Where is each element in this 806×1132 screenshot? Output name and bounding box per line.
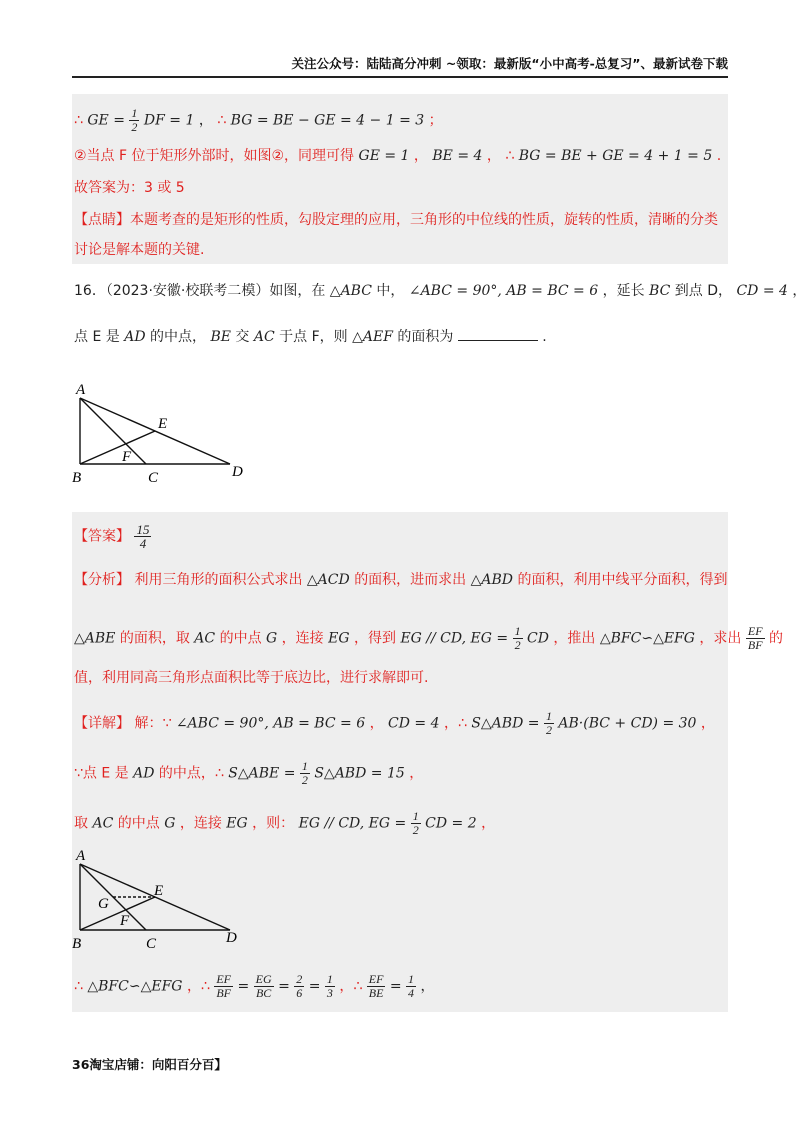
frac-num: 1 xyxy=(301,759,308,773)
analysis-line-3: 值，利用同高三角形点面积比等于底边比，进行求解即可. xyxy=(74,670,429,686)
bg-equation: BG = BE + GE = 4 + 1 = 5 xyxy=(518,148,713,164)
point-label-f: F xyxy=(120,913,130,929)
cd-value: CD = 4 xyxy=(388,715,440,732)
fraction-half xyxy=(300,760,310,787)
analysis-text: ，连接 xyxy=(281,630,324,647)
fraction-ef-be xyxy=(367,973,386,1000)
text-cross: 交 xyxy=(235,329,250,345)
area-abd: S△ABD = xyxy=(471,715,540,732)
segment-be: BE xyxy=(210,329,231,345)
fraction-ef-bf xyxy=(214,973,233,1000)
final-ratio-line xyxy=(74,973,435,1007)
detail-text: 的中点，∴ xyxy=(158,765,224,782)
comment-line-2: 讨论是解本题的关键. xyxy=(74,242,205,258)
answer-row xyxy=(74,523,151,557)
problem-16-line-2 xyxy=(74,326,547,347)
sep: . xyxy=(542,329,547,345)
segment-eg: EG xyxy=(328,630,350,647)
area-abe-value: S△ABD = 15 xyxy=(314,765,405,782)
triangle-acd: △ACD xyxy=(306,572,350,588)
therefore-symbol: ∴ xyxy=(74,978,83,995)
frac-num: 2 xyxy=(296,972,303,986)
point-label-a: A xyxy=(76,382,86,398)
fraction-half xyxy=(411,810,421,837)
detail-text: 解：∵ xyxy=(134,715,172,732)
frac-num: 1 xyxy=(326,972,333,986)
ge-lhs: GE = xyxy=(87,112,125,129)
sep: ，∴ xyxy=(186,978,210,995)
ge-value: GE = 1 xyxy=(358,148,410,164)
detail-line-3 xyxy=(74,810,495,837)
text-in: 中， xyxy=(376,283,405,299)
analysis-text: 的中点 xyxy=(219,630,262,647)
sep: ， xyxy=(700,715,715,732)
point-label-b: B xyxy=(72,470,82,486)
header-text: 关注公众号：陆陆高分冲刺 ~领取：最新版“小中高考-总复习”、最新试卷下载 xyxy=(291,56,728,71)
frac-num: 1 xyxy=(514,624,521,638)
therefore-symbol: ∴ xyxy=(74,112,83,129)
sep: ， xyxy=(409,765,424,782)
point-label-c: C xyxy=(146,936,157,952)
frac-den: 2 xyxy=(412,823,419,837)
segment-ac: AC xyxy=(92,815,114,832)
analysis-label: 【分析】 xyxy=(74,572,130,588)
comment-line-1: 【点睛】本题考查的是矩形的性质，勾股定理的应用，三角形的中位线的性质，旋转的性质，清晰的分类 xyxy=(74,212,718,228)
equals: = xyxy=(308,978,321,995)
analysis-line-1 xyxy=(74,570,727,590)
geometry-figure-2 xyxy=(66,846,256,951)
segment-ad: AD xyxy=(133,765,155,782)
point-label-d: D xyxy=(226,930,237,946)
detail-line-1 xyxy=(74,710,715,737)
frac-den: BF xyxy=(747,638,763,652)
frac-num: 1 xyxy=(408,972,415,986)
segment-ac: AC xyxy=(194,630,216,647)
detail-text: 的中点 xyxy=(117,815,160,832)
similar-triangles: △BFC∽△EFG xyxy=(599,630,695,647)
equals: = xyxy=(237,978,250,995)
fraction-ef-bf xyxy=(746,625,765,652)
answer-blank xyxy=(458,326,538,341)
sep: ， xyxy=(198,112,213,129)
sep: . xyxy=(716,148,722,164)
triangle-abc: △ABC xyxy=(329,283,372,299)
line-ge-bg xyxy=(74,107,443,134)
cd-value: CD = 4 xyxy=(736,283,788,299)
frac-den: 2 xyxy=(514,638,521,652)
sep: ， xyxy=(369,715,384,732)
answer-label: 【答案】 xyxy=(74,528,130,545)
point-label-a: A xyxy=(76,848,86,864)
sep: ，∴ xyxy=(443,715,467,732)
fraction-half xyxy=(129,107,139,134)
point-label-c: C xyxy=(148,470,159,486)
given-condition: ∠ABC = 90°, AB = BC = 6 xyxy=(408,283,599,299)
frac-den: BE xyxy=(368,986,384,1000)
detail-label: 【详解】 xyxy=(74,715,130,732)
analysis-text: 的面积，利用中线平分面积，得到 xyxy=(517,572,728,588)
frac-num: 1 xyxy=(131,106,138,120)
frac-den: 2 xyxy=(131,120,138,134)
frac-num: 1 xyxy=(412,809,419,823)
sep: ，∴ xyxy=(339,978,363,995)
page-footer: 36淘宝店铺：向阳百分百】 xyxy=(72,1057,227,1072)
analysis-text: ，推出 xyxy=(553,630,596,647)
frac-num: 15 xyxy=(136,522,150,537)
sep: ， xyxy=(486,148,501,164)
triangle-aef: △AEF xyxy=(352,329,393,345)
frac-num: EF xyxy=(216,972,231,986)
point-label-e: E xyxy=(158,416,168,432)
geometry-figure-1 xyxy=(66,380,256,485)
triangle-abe: △ABE xyxy=(74,630,116,647)
frac-den: BF xyxy=(216,986,231,1000)
sep: ， xyxy=(792,283,806,299)
fraction-1-4 xyxy=(406,973,416,1000)
point-g: G xyxy=(266,630,278,647)
text-to-d: 到点 D， xyxy=(674,283,732,299)
frac-den: 6 xyxy=(296,986,303,1000)
point-label-f: F xyxy=(122,449,132,465)
detail-line-2 xyxy=(74,760,423,787)
be-value: BE = 4 xyxy=(432,148,483,164)
equals: = xyxy=(389,978,402,995)
eg-value: CD = 2 xyxy=(425,815,477,832)
point-label-g: G xyxy=(98,896,109,912)
problem-16-line-1 xyxy=(74,281,806,301)
point-label-b: B xyxy=(72,936,82,952)
therefore-symbol: ∴ xyxy=(505,148,515,164)
analysis-text: ，求出 xyxy=(699,630,742,647)
segment-eg: EG xyxy=(226,815,248,832)
sep: ， xyxy=(420,978,435,995)
frac-den: 2 xyxy=(301,773,308,787)
segment-cd: CD xyxy=(527,630,549,647)
frac-den: 2 xyxy=(545,723,552,737)
sep: ， xyxy=(413,148,428,164)
detail-text: ∵点 E 是 xyxy=(74,765,129,782)
answer-line: 故答案为：3 或 5 xyxy=(74,180,185,196)
triangle-abd: △ABD xyxy=(470,572,514,588)
segment-ad: AD xyxy=(124,329,146,345)
point-g: G xyxy=(164,815,176,832)
fraction-1-3 xyxy=(325,973,335,1000)
page-header xyxy=(72,52,728,78)
analysis-text: 的 xyxy=(769,630,783,647)
problem-number: 16．（2023·安徽·校联考二模）如图，在 xyxy=(74,283,326,299)
detail-text: 取 xyxy=(74,815,88,832)
answer-fraction xyxy=(134,523,151,550)
analysis-text: 的面积，进而求出 xyxy=(354,572,467,588)
analysis-text: 利用三角形的面积公式求出 xyxy=(134,572,303,588)
frac-num: EF xyxy=(747,624,763,638)
fraction-half xyxy=(513,625,523,652)
area-abe: S△ABE = xyxy=(228,765,296,782)
detail-text: ，则： xyxy=(252,815,295,832)
text-at-f: 于点 F，则 xyxy=(279,329,348,345)
analysis-text: 的面积，取 xyxy=(119,630,190,647)
point-label-d: D xyxy=(232,464,243,480)
analysis-line-2 xyxy=(74,625,783,652)
frac-den: 3 xyxy=(326,986,333,1000)
bg-equation: BG = BE − GE = 4 − 1 = 3 xyxy=(230,112,425,129)
fraction-half xyxy=(544,710,554,737)
detail-text: ，连接 xyxy=(179,815,222,832)
equals: = xyxy=(278,978,290,995)
segment-bc: BC xyxy=(649,283,671,299)
similar-triangles: △BFC∽△EFG xyxy=(87,978,183,995)
line-case-2 xyxy=(74,146,721,166)
frac-den: 4 xyxy=(139,536,147,551)
frac-num: EG xyxy=(255,972,272,986)
frac-den: 4 xyxy=(408,986,415,1000)
text-extend: ，延长 xyxy=(602,283,645,299)
case-2-text: ②当点 F 位于矩形外部时，如图②，同理可得 xyxy=(74,148,355,164)
sep: ； xyxy=(428,112,443,129)
fraction-2-6 xyxy=(294,973,304,1000)
text-point-e: 点 E 是 xyxy=(74,329,120,345)
point-label-e: E xyxy=(154,883,164,899)
eg-cd-relation: EG // CD, EG = xyxy=(298,815,407,832)
frac-den: BC xyxy=(255,986,272,1000)
text-area: 的面积为 xyxy=(397,329,454,345)
frac-num: 1 xyxy=(545,709,552,723)
sep: ， xyxy=(481,815,496,832)
eg-cd-relation: EG // CD, EG = xyxy=(400,630,509,647)
therefore-symbol: ∴ xyxy=(217,112,227,129)
analysis-text: ，得到 xyxy=(353,630,396,647)
area-abd-value: AB·(BC + CD) = 30 xyxy=(558,715,697,732)
given-condition: ∠ABC = 90°, AB = BC = 6 xyxy=(175,715,366,732)
text-midpoint: 的中点， xyxy=(150,329,206,345)
frac-num: EF xyxy=(368,972,384,986)
segment-ac: AC xyxy=(253,329,275,345)
ge-rhs: DF = 1 xyxy=(143,112,195,129)
fraction-eg-bc xyxy=(254,973,274,1000)
